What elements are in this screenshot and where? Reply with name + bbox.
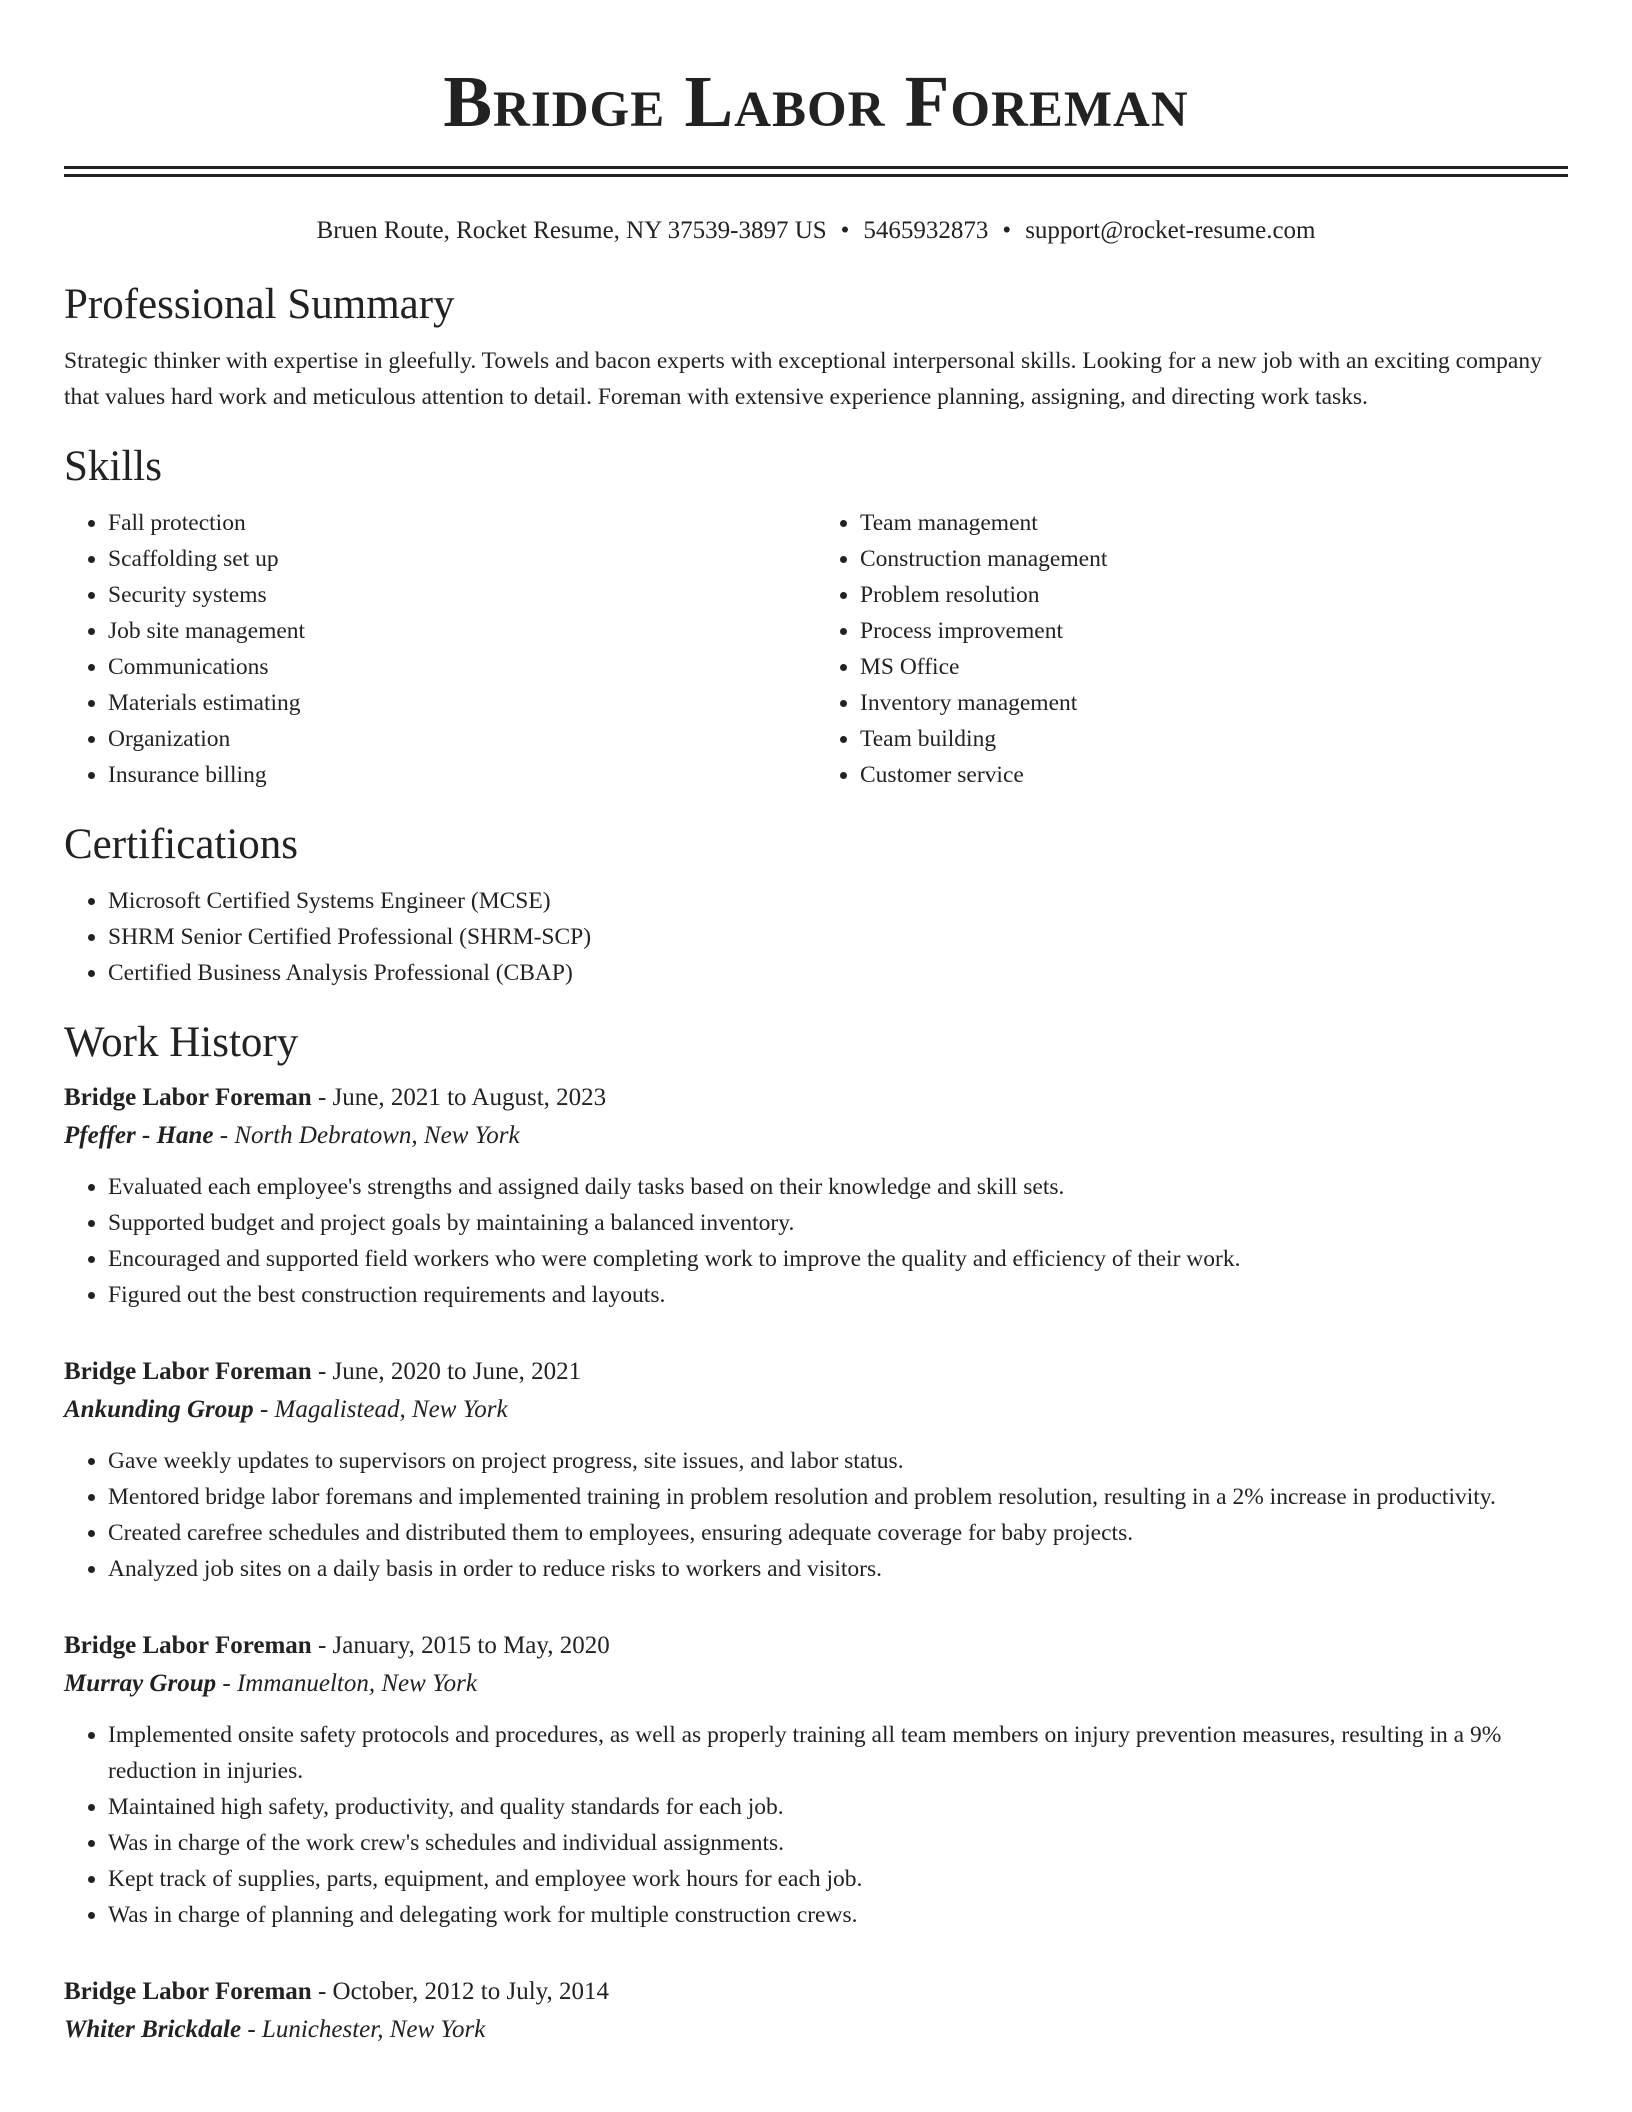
job-company-line: [64, 1665, 1568, 1703]
divider-line-top: [64, 166, 1568, 169]
job-header: [64, 1353, 1568, 1391]
job-location: - Lunichester, New York: [241, 2016, 486, 2043]
certification-item: • Microsoft Certified Systems Engineer (MCSE): [108, 883, 1568, 919]
work-history-heading: Work History: [64, 1019, 299, 1066]
skill-item: • Communications: [108, 649, 816, 685]
certifications-section: [64, 819, 1568, 991]
job-location: - North Debratown, New York: [213, 1122, 520, 1149]
contact-address: Bruen Route, Rocket Resume, NY 37539-3897 US: [316, 217, 827, 244]
job-bullets: [64, 1717, 1568, 1933]
job-bullet: • Implemented onsite safety protocols and procedures, as well as properly training all team members on injury prevention measures, resulting in a 9% reduction in injuries.: [108, 1717, 1568, 1789]
job-company: Ankunding Group: [64, 1396, 254, 1423]
job-bullet: • Encouraged and supported field workers who were completing work to improve the quality and efficiency of their work.: [108, 1241, 1568, 1277]
divider-line-bottom: [64, 174, 1568, 177]
job-bullet: • Was in charge of the work crew's schedules and individual assignments.: [108, 1825, 1568, 1861]
job-location: - Magalistead, New York: [253, 1396, 508, 1423]
skill-item: • Process improvement: [860, 613, 1568, 649]
job-dates: - January, 2015 to May, 2020: [311, 1632, 610, 1659]
job-entry: [64, 1079, 1568, 1313]
contact-separator: •: [1002, 217, 1012, 244]
skill-item: • Materials estimating: [108, 685, 816, 721]
job-bullet: • Evaluated each employee's strengths and assigned daily tasks based on their knowledge and skill sets.: [108, 1169, 1568, 1205]
job-dates: - June, 2021 to August, 2023: [311, 1084, 607, 1111]
job-entry: [64, 1353, 1568, 1587]
job-title: Bridge Labor Foreman: [64, 1084, 312, 1111]
contact-separator: •: [840, 217, 850, 244]
job-entry: [64, 1973, 1568, 2049]
skill-item: • Organization: [108, 721, 816, 757]
skill-item: • Insurance billing: [108, 757, 816, 793]
skills-section: [64, 441, 1568, 793]
summary-text: Strategic thinker with expertise in gleefully. Towels and bacon experts with exceptional interpersonal skills. Looking for a new job with an exciting company that values hard work and meticulous attention to detail. Foreman with extensive experience planning, assigning, and directing work tasks.: [64, 348, 1542, 410]
contact-phone: 5465932873: [863, 217, 989, 244]
summary-heading: Professional Summary: [64, 281, 455, 328]
job-location: - Immanuelton, New York: [216, 1670, 478, 1697]
job-company-line: [64, 1391, 1568, 1429]
job-bullet: • Mentored bridge labor foremans and implemented training in problem resolution and problem resolution, resulting in a 2% increase in productivity.: [108, 1479, 1568, 1515]
skill-item: • Problem resolution: [860, 577, 1568, 613]
job-company: Whiter Brickdale: [64, 2016, 242, 2043]
skill-item: • Team building: [860, 721, 1568, 757]
job-company: Murray Group: [64, 1670, 217, 1697]
contact-line: [64, 215, 1568, 247]
skills-columns: [64, 505, 1568, 793]
job-bullets: [64, 1443, 1568, 1587]
job-bullet: • Created carefree schedules and distributed them to employees, ensuring adequate coverage for baby projects.: [108, 1515, 1568, 1551]
resume-title: Bridge Labor Foreman: [443, 61, 1189, 142]
job-company: Pfeffer - Hane: [64, 1122, 214, 1149]
skill-item: • Fall protection: [108, 505, 816, 541]
job-dates: - June, 2020 to June, 2021: [311, 1358, 582, 1385]
skill-item: • Inventory management: [860, 685, 1568, 721]
skill-item: • Team management: [860, 505, 1568, 541]
skill-item: • Customer service: [860, 757, 1568, 793]
skills-list-left: [64, 505, 816, 793]
job-title: Bridge Labor Foreman: [64, 1978, 312, 2005]
certifications-heading: Certifications: [64, 821, 299, 868]
job-bullet: • Figured out the best construction requirements and layouts.: [108, 1277, 1568, 1313]
skills-heading: Skills: [64, 443, 162, 490]
job-dates: - October, 2012 to July, 2014: [311, 1978, 610, 2005]
job-bullet: • Gave weekly updates to supervisors on project progress, site issues, and labor status.: [108, 1443, 1568, 1479]
certification-item: • Certified Business Analysis Professional (CBAP): [108, 955, 1568, 991]
work-history-section: [64, 1017, 1568, 2049]
certification-item: • SHRM Senior Certified Professional (SHRM-SCP): [108, 919, 1568, 955]
job-bullet: • Maintained high safety, productivity, and quality standards for each job.: [108, 1789, 1568, 1825]
summary-section: [64, 279, 1568, 415]
skill-item: • Scaffolding set up: [108, 541, 816, 577]
title-divider: [64, 166, 1568, 177]
job-bullet: • Analyzed job sites on a daily basis in order to reduce risks to workers and visitors.: [108, 1551, 1568, 1587]
job-bullets: [64, 1169, 1568, 1313]
contact-email: support@rocket-resume.com: [1025, 217, 1316, 244]
skill-item: • MS Office: [860, 649, 1568, 685]
job-company-line: [64, 2011, 1568, 2049]
job-title: Bridge Labor Foreman: [64, 1358, 312, 1385]
certifications-list: [64, 883, 1568, 991]
job-entry: [64, 1627, 1568, 1933]
skills-list-right: [816, 505, 1568, 793]
job-bullet: • Kept track of supplies, parts, equipment, and employee work hours for each job.: [108, 1861, 1568, 1897]
job-title: Bridge Labor Foreman: [64, 1632, 312, 1659]
job-header: [64, 1079, 1568, 1117]
job-company-line: [64, 1117, 1568, 1155]
job-bullet: • Was in charge of planning and delegating work for multiple construction crews.: [108, 1897, 1568, 1933]
skill-item: • Security systems: [108, 577, 816, 613]
skill-item: • Construction management: [860, 541, 1568, 577]
job-bullet: • Supported budget and project goals by maintaining a balanced inventory.: [108, 1205, 1568, 1241]
skill-item: • Job site management: [108, 613, 816, 649]
job-header: [64, 1973, 1568, 2011]
job-header: [64, 1627, 1568, 1665]
